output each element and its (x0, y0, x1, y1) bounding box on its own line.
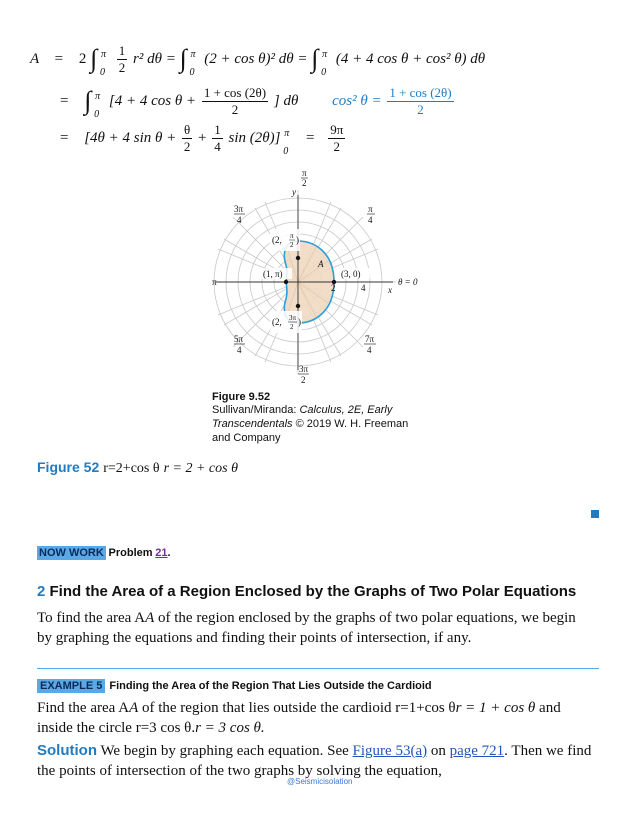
quarter-fraction (212, 122, 223, 155)
point-2-3pi2 (296, 304, 300, 308)
figure-53a-link[interactable]: Figure 53(a) (352, 743, 428, 759)
half-fraction (117, 43, 128, 76)
frac-num: 1 (214, 122, 221, 137)
int-lower: 0 (100, 67, 106, 78)
frac-den: 2 (231, 102, 239, 118)
watermark: @Seismicisolation (287, 777, 353, 786)
cos2-fraction (202, 85, 268, 118)
eq-sign: = (305, 129, 315, 146)
section-paragraph (37, 608, 602, 648)
eq-coef: 2 (78, 51, 87, 67)
label-bl-den: 4 (237, 345, 242, 355)
frac-num: θ (184, 122, 191, 137)
eq-term-d: (4 + 4 cos θ + cos² θ) dθ (335, 51, 486, 67)
label-pt-1-pi: (1, π) (263, 269, 283, 279)
label-bl-num: 5π (234, 334, 244, 344)
label-top-num: π (302, 168, 307, 178)
end-marker (591, 510, 599, 518)
example-title: Finding the Area of the Region That Lies Outside the Cardioid (109, 680, 432, 692)
solution-text-3: . Then we find (504, 743, 592, 759)
result-fraction (328, 122, 345, 155)
frac-den: 2 (333, 139, 340, 154)
solution-text-1: We begin by graphing each equation. See (97, 743, 353, 759)
problem-21-link[interactable]: 21 (155, 547, 168, 559)
label-tl-den: 4 (237, 215, 242, 225)
label-tr-num: π (368, 204, 373, 214)
now-work-tag: NOW WORK (39, 547, 104, 559)
frac-num: 1 + cos (2θ) (203, 85, 267, 101)
caption-title: Figure 9.52 (212, 391, 271, 403)
figure-caption (212, 391, 442, 445)
polar-figure (210, 165, 440, 390)
label-tr-den: 4 (368, 215, 373, 225)
int-lower: 0 (94, 109, 100, 120)
int-lower: 0 (321, 67, 327, 78)
point-2-pi2 (296, 256, 300, 260)
now-work-text: Problem (108, 547, 153, 559)
section-divider (37, 668, 599, 669)
example-text-2: of the region that lies outside the cardioid r=1+cos θ (138, 700, 456, 716)
label-right: θ = 0 (398, 277, 418, 287)
section-number: 2 (37, 583, 46, 600)
eq-sign: = (54, 51, 64, 67)
label-pt-2-pi2-den: 2 (290, 241, 294, 249)
now-work-period: . (167, 547, 171, 559)
solution-text-2: on (427, 743, 450, 759)
label-pt-2-pi2-num: π (290, 232, 294, 240)
caption-line1: Sullivan/Miranda: (212, 404, 300, 416)
example-text-4: inside the circle r=3 cos θ. (37, 720, 196, 736)
figure-52-text: r=2+cos θ (103, 461, 160, 476)
int-upper: π (190, 49, 196, 60)
point-1-pi (284, 280, 288, 284)
label-bottom-den: 2 (301, 375, 306, 385)
label-pt-2-3pi2-a: (2, (272, 317, 282, 327)
example-math-circle: r = 3 cos θ. (195, 720, 265, 736)
label-top-den: 2 (302, 178, 307, 188)
half-num: 1 (118, 43, 126, 59)
label-left: π (212, 277, 217, 287)
example-tag: EXAMPLE 5 (37, 679, 105, 693)
label-region-a: A (318, 259, 324, 269)
frac-den: 2 (183, 139, 191, 154)
identity-fraction (387, 85, 453, 118)
label-pt-2-3pi2-b: ) (298, 317, 301, 327)
int-upper: π (322, 49, 328, 60)
eq-term-a: [4θ + 4 sin θ + (84, 129, 177, 146)
frac-den: 2 (417, 102, 424, 118)
para-math-a: A (145, 610, 155, 626)
now-work-line (37, 547, 171, 559)
example-body (37, 698, 602, 738)
example-text-3: and (535, 700, 561, 716)
eq-sign: = (60, 129, 69, 146)
solution-text-line-2: the points of intersection of the two graphs by solving the equation, (37, 763, 442, 779)
equation-line-1 (30, 40, 485, 76)
identity-lhs: cos² θ = (332, 93, 382, 109)
label-pt-2-3pi2-num: 3π (289, 314, 297, 322)
eq-term-c: (2 + cos θ)² dθ = (204, 51, 308, 67)
label-br-num: 7π (365, 334, 375, 344)
example-header (37, 676, 432, 694)
eq-term-b: ] dθ (273, 93, 299, 109)
integral-sign: ∫ (179, 44, 187, 73)
int-upper: π (95, 91, 101, 102)
caption-line2: © 2019 W. H. Freeman (292, 418, 409, 430)
para-text-3: by graphing the equations and finding their points of intersection, if any. (37, 630, 472, 646)
label-pt-3-0: (3, 0) (341, 269, 361, 279)
equation-line-3 (30, 122, 347, 155)
eval-upper: π (284, 127, 290, 139)
label-tl-num: 3π (234, 204, 244, 214)
caption-body (212, 403, 442, 445)
caption-line2-italic: Transcendentals (212, 418, 293, 430)
page-721-link[interactable]: page 721 (449, 743, 505, 759)
figure-52-label: Figure 52 (37, 459, 100, 475)
figure-52-math: r = 2 + cos θ (163, 461, 238, 476)
para-text-2: of the region enclosed by the graphs of two polar equations, we begin (154, 610, 576, 626)
para-text-1: To find the area A (37, 610, 146, 626)
eq-term-b: r² dθ = (133, 51, 176, 67)
label-tick-4: 4 (361, 283, 366, 293)
label-x-axis: x (388, 285, 392, 295)
label-pt-2-pi2-b: ) (296, 235, 299, 245)
eq-term-a: [4 + 4 cos θ + (108, 93, 197, 109)
section-heading (37, 583, 576, 600)
frac-den: 4 (214, 139, 221, 154)
plus-sign: + (198, 129, 207, 146)
eq-term-b: sin (2θ)] (228, 129, 281, 146)
frac-num: 1 + cos (2θ) (389, 85, 452, 101)
figure-52-line (37, 459, 238, 477)
example-math-a: A (129, 700, 139, 716)
integral-sign: ∫ (84, 86, 92, 115)
frac-num: 9π (330, 122, 344, 137)
eq-lhs: A (30, 51, 39, 67)
label-br-den: 4 (367, 345, 372, 355)
label-pt-2-3pi2-den: 2 (290, 323, 294, 331)
integral-sign: ∫ (311, 44, 319, 73)
eval-lower: 0 (283, 145, 289, 157)
label-tick-2: 2 (331, 283, 336, 293)
example-text-1: Find the area A (37, 700, 130, 716)
theta-half-fraction (182, 122, 192, 155)
label-pt-2-pi2-a: (2, (272, 235, 282, 245)
section-title: Find the Area of a Region Enclosed by the Graphs of Two Polar Equations (49, 583, 577, 600)
half-den: 2 (118, 60, 126, 76)
example-math-cardioid: r = 1 + cos θ (455, 700, 536, 716)
equation-line-2 (30, 82, 456, 118)
eq-sign: = (60, 93, 69, 109)
int-lower: 0 (189, 67, 195, 78)
solution-label: Solution (37, 742, 97, 759)
integral-sign: ∫ (90, 44, 98, 73)
int-upper: π (101, 49, 107, 60)
caption-line1-italic: Calculus, 2E, Early (299, 404, 393, 416)
label-y-axis: y (292, 187, 296, 197)
solution-paragraph (37, 741, 602, 781)
label-bottom-num: 3π (299, 364, 309, 374)
caption-line3: and Company (212, 432, 281, 444)
